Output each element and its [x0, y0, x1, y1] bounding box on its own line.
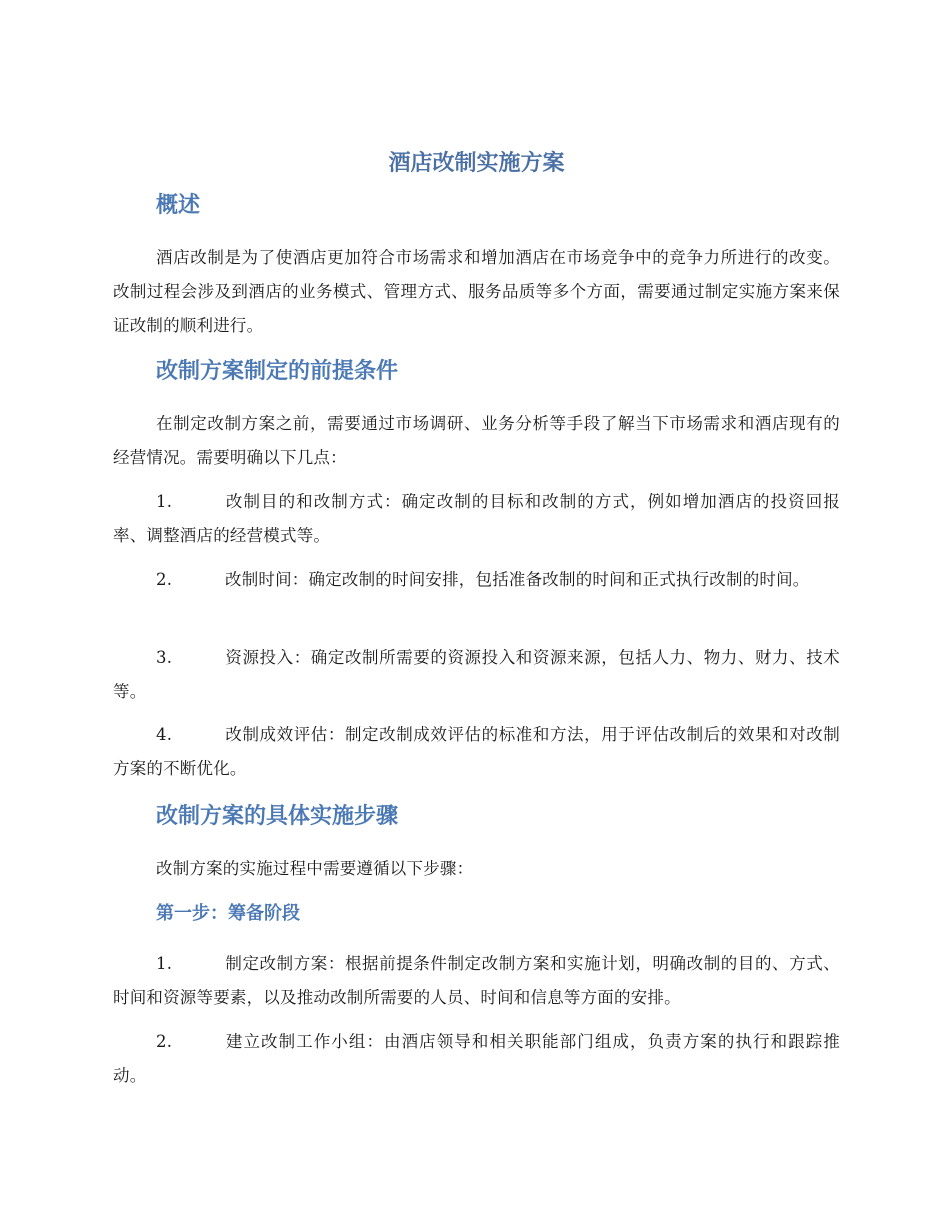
- list-item-number: 3.: [156, 648, 173, 667]
- list-item-number: 4.: [156, 725, 173, 744]
- list-item-number: 1.: [156, 954, 173, 973]
- list-item: [113, 947, 840, 1015]
- list-item: [113, 641, 840, 709]
- paragraph-steps: 改制方案的实施过程中需要遵循以下步骤：: [156, 859, 474, 878]
- paragraph-prerequisites: 在制定改制方案之前，需要通过市场调研、业务分析等手段了解当下市场需求和酒店现有的经营情况。需要明确以下几点：: [113, 414, 840, 467]
- list-item-number: 2.: [156, 570, 173, 589]
- list-item-number: 2.: [156, 1032, 173, 1051]
- list-item-text: 建立改制工作小组：由酒店领导和相关职能部门组成，负责方案的执行和跟踪推动。: [113, 1032, 840, 1085]
- list-item: [113, 563, 840, 597]
- list-item: [113, 1025, 840, 1093]
- list-item: [113, 718, 840, 786]
- list-item-text: 资源投入：确定改制所需要的资源投入和资源来源，包括人力、物力、财力、技术等。: [113, 648, 840, 701]
- heading-overview: 概述: [156, 193, 201, 218]
- list-item-text: 改制目的和改制方式：确定改制的目标和改制的方式，例如增加酒店的投资回报率、调整酒店的经营模式等。: [113, 492, 840, 545]
- list-item-text: 制定改制方案：根据前提条件制定改制方案和实施计划，明确改制的目的、方式、时间和资源等要素，以及推动改制所需要的人员、时间和信息等方面的安排。: [113, 954, 840, 1007]
- list-item-text: 改制时间：确定改制的时间安排，包括准备改制的时间和正式执行改制的时间。: [225, 570, 810, 589]
- heading-prerequisites: 改制方案制定的前提条件: [156, 359, 399, 384]
- heading-steps: 改制方案的具体实施步骤: [156, 804, 399, 829]
- list-item: [113, 485, 840, 553]
- list-item-text: 改制成效评估：制定改制成效评估的标准和方法，用于评估改制后的效果和对改制方案的不断优化。: [113, 725, 840, 778]
- heading-step-1: 第一步：筹备阶段: [156, 903, 300, 924]
- paragraph-overview: 酒店改制是为了使酒店更加符合市场需求和增加酒店在市场竞争中的竞争力所进行的改变。改制过程会涉及到酒店的业务模式、管理方式、服务品质等多个方面，需要通过制定实施方案来保证改制的顺利进行。: [113, 248, 840, 335]
- document-title: 酒店改制实施方案: [388, 151, 565, 176]
- list-item-number: 1.: [156, 492, 173, 511]
